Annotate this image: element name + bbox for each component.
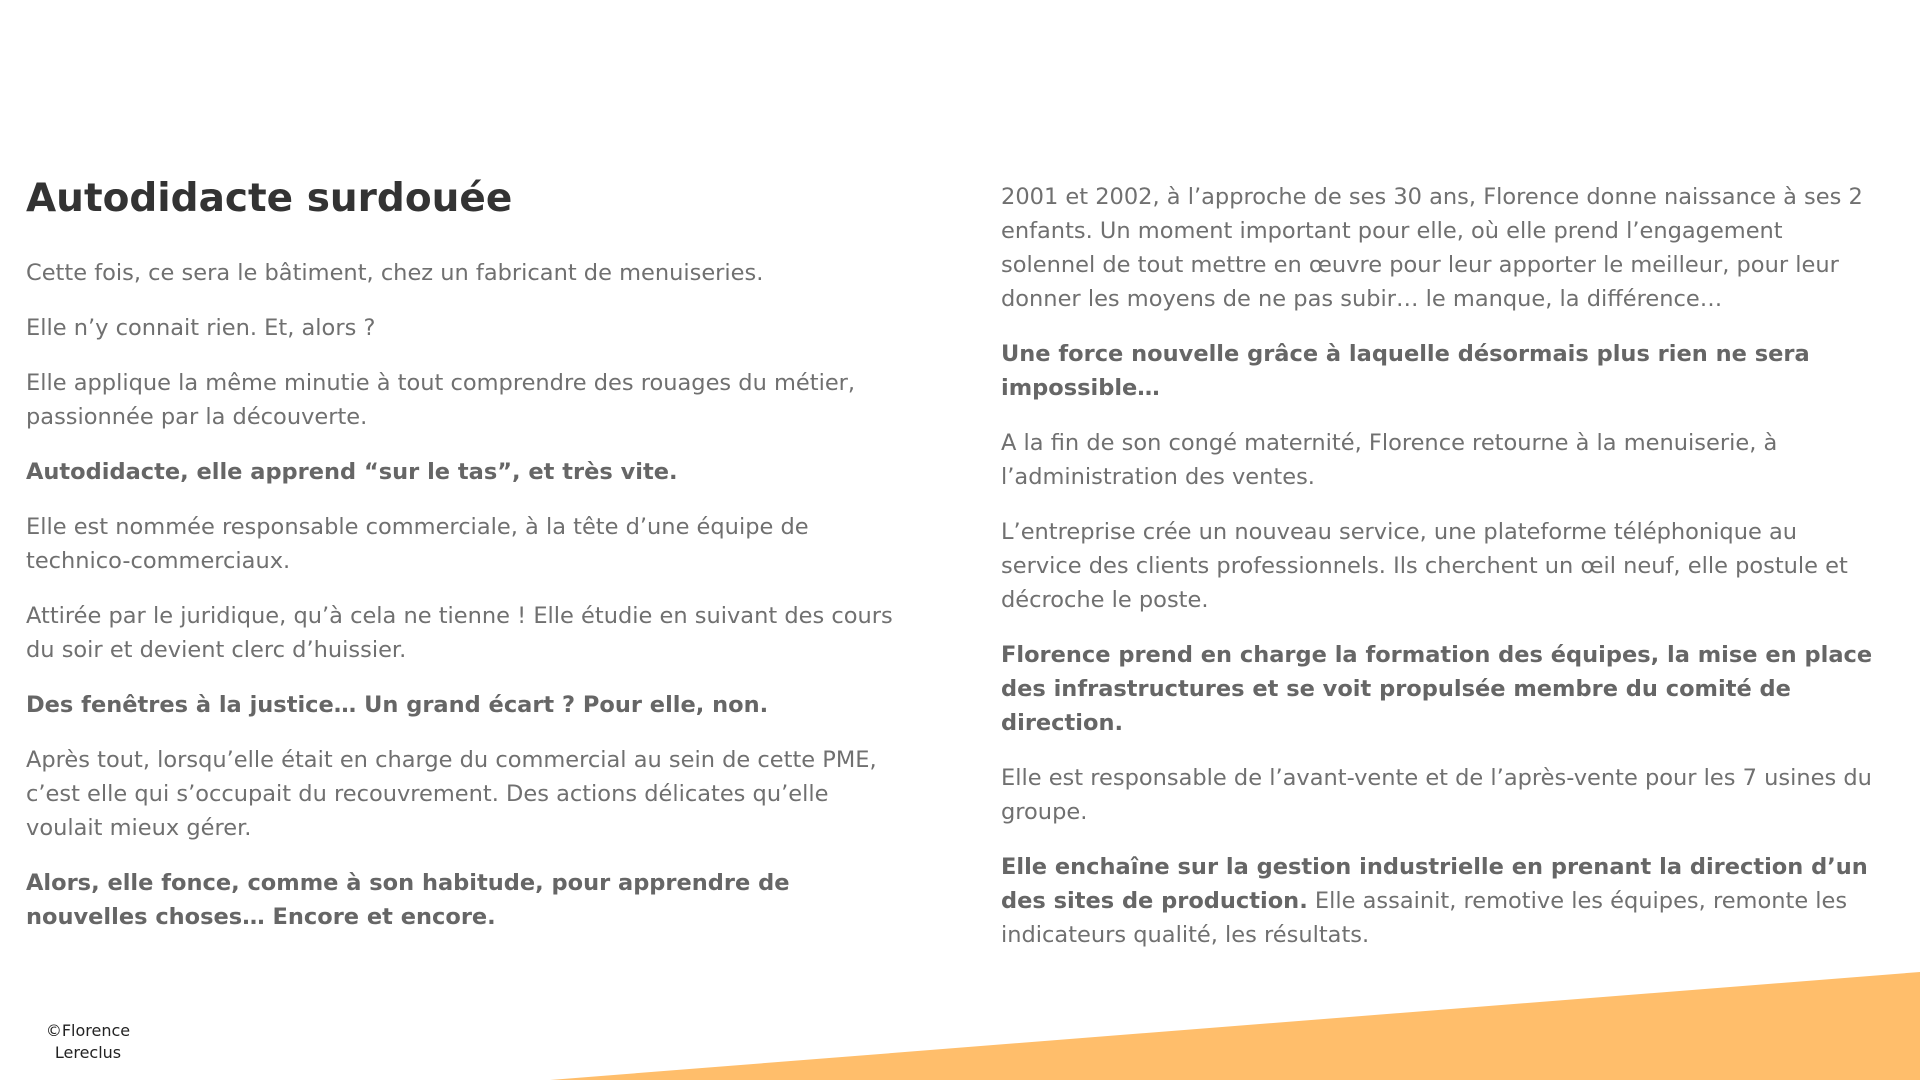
left-column xyxy=(26,172,896,955)
copyright-line: ©Florence xyxy=(45,1021,131,1040)
highlight-paragraph: Une force nouvelle grâce à laquelle désormais plus rien ne sera impossible… xyxy=(1001,341,1810,401)
highlight-paragraph: Alors, elle fonce, comme à son habitude, pour apprendre de nouvelles choses… Encore et encore. xyxy=(26,870,790,930)
copyright-notice xyxy=(38,1020,138,1064)
highlight-paragraph: Des fenêtres à la justice… Un grand écart ? Pour elle, non. xyxy=(26,692,769,718)
paragraph: Après tout, lorsqu’elle était en charge du commercial au sein de cette PME, c’est elle qui s’occupait du recouvrement. Des actions délicates qu’elle voulait mieux gérer. xyxy=(26,747,877,841)
orange-wedge-shape xyxy=(550,972,1920,1080)
paragraph: 2001 et 2002, à l’approche de ses 30 ans, Florence donne naissance à ses 2 enfants. Un moment important pour elle, où elle prend l’engagement solennel de tout mettre en œuvre pour leur apporter le meilleur, pour leur donner les moyens de ne pas subir… le manque, la différence… xyxy=(1001,184,1863,312)
section-title: Autodidacte surdouée xyxy=(26,176,513,221)
copyright-line: Lereclus xyxy=(54,1043,122,1062)
paragraph: Elle n’y connait rien. Et, alors ? xyxy=(26,315,376,341)
highlight-paragraph: Florence prend en charge la formation des équipes, la mise en place des infrastructures et se voit propulsée membre du comité de direction. xyxy=(1001,642,1873,736)
paragraph: Elle est responsable de l’avant-vente et de l’après-vente pour les 7 usines du groupe. xyxy=(1001,765,1872,825)
paragraph: Cette fois, ce sera le bâtiment, chez un fabricant de menuiseries. xyxy=(26,260,764,286)
paragraph: L’entreprise crée un nouveau service, une plateforme téléphonique au service des clients professionnels. Ils cherchent un œil neuf, elle postule et décroche le poste. xyxy=(1001,519,1848,613)
mixed-paragraph xyxy=(1001,850,1881,952)
mixed-paragraph-rest: Elle assainit, remotive les équipes, remonte les indicateurs qualité, les résultats. xyxy=(1001,888,1848,948)
highlight-paragraph: Autodidacte, elle apprend “sur le tas”, et très vite. xyxy=(26,459,678,485)
right-column xyxy=(1001,180,1881,973)
paragraph: Elle applique la même minutie à tout comprendre des rouages du métier, passionnée par la découverte. xyxy=(26,370,856,430)
paragraph: A la fin de son congé maternité, Florence retourne à la menuiserie, à l’administration des ventes. xyxy=(1001,430,1778,490)
paragraph: Elle est nommée responsable commerciale, à la tête d’une équipe de technico-commerciaux. xyxy=(26,514,809,574)
paragraph: Attirée par le juridique, qu’à cela ne tienne ! Elle étudie en suivant des cours du soir et devient clerc d’huissier. xyxy=(26,603,893,663)
mixed-paragraph-bold: Elle enchaîne sur la gestion industrielle en prenant la direction d’un des sites de production. xyxy=(1001,854,1868,914)
